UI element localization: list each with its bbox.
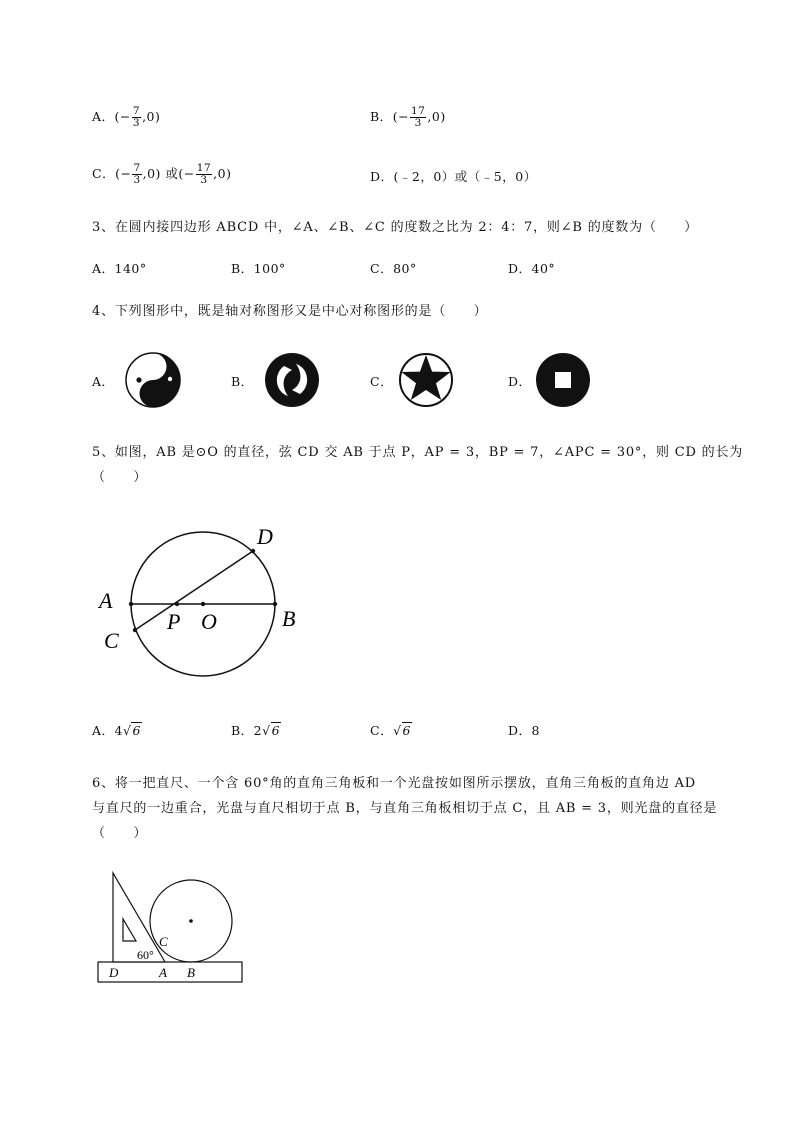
label-angle: 60° [137, 948, 154, 962]
option-text: (− [115, 166, 132, 181]
label-c: C [104, 628, 119, 653]
option-text: ,0) [427, 109, 446, 124]
denominator: 3 [132, 117, 141, 129]
radicand: 6 [402, 723, 411, 738]
q5-option-a[interactable]: A．4√6 [92, 723, 141, 738]
q4-option-d[interactable]: D． [508, 374, 532, 389]
yin-yang-icon [125, 352, 181, 408]
swirl-logo-icon [264, 352, 320, 408]
label-d: D [257, 524, 273, 549]
q3-stem: 3、在圆内接四边形 ABCD 中，∠A、∠B、∠C 的度数之比为 2：4：7，则∠B 的度数为（ ） [92, 220, 699, 235]
radicand: 6 [132, 723, 141, 738]
option-text: A．4 [92, 723, 123, 738]
q5-option-d[interactable]: D．8 [508, 723, 540, 738]
radicand: 6 [271, 723, 281, 738]
ruler [98, 962, 242, 982]
label-p: P [167, 609, 181, 634]
option-text: ,0) [213, 166, 232, 181]
numerator: 7 [132, 105, 141, 117]
coin-square-hole-icon [535, 352, 591, 408]
label-a: A [99, 588, 113, 613]
denominator: 3 [414, 117, 422, 129]
label-o: O [201, 609, 217, 634]
chord-cd [135, 551, 253, 630]
q4-option-b[interactable]: B． [231, 374, 254, 389]
option-text: ,0) 或(− [142, 166, 195, 181]
q4-stem: 4、下列图形中，既是轴对称图形又是中心对称图形的是（ ） [92, 304, 488, 319]
q2-option-b[interactable] [370, 106, 446, 129]
q6-stem-line2: 与直尺的一边重合，光盘与直尺相切于点 B，与直角三角板相切于点 C，且 AB = 3，则光盘的直径是 [92, 801, 718, 816]
label-c: C [159, 934, 168, 949]
q2-option-a[interactable] [92, 106, 160, 129]
fraction [410, 106, 426, 129]
q5-option-b[interactable]: B．2√6 [231, 723, 281, 738]
denominator: 3 [133, 174, 141, 186]
q6-stem-line3: （ ） [92, 826, 148, 841]
option-letter: B． [370, 109, 393, 124]
label-d: D [109, 965, 119, 980]
label-b: B [187, 965, 195, 980]
numerator: 17 [196, 162, 212, 174]
fraction [132, 163, 141, 186]
q3-option-a[interactable]: A．140° [92, 261, 147, 276]
q4-option-c[interactable]: C． [370, 374, 394, 389]
q5-option-c[interactable]: C．√6 [370, 723, 411, 738]
option-text: ,0) [142, 109, 161, 124]
option-letter: A． [92, 109, 115, 124]
q3-option-d[interactable]: D．40° [508, 261, 556, 276]
numerator: 7 [133, 162, 141, 174]
fraction [196, 163, 212, 186]
numerator: 17 [411, 105, 426, 117]
q6-stem-line1: 6、将一把直尺、一个含 60°角的直角三角板和一个光盘按如图所示摆放，直角三角板的直角边 AD [92, 776, 696, 791]
denominator: 3 [200, 174, 208, 186]
q3-option-b[interactable]: B．100° [231, 261, 286, 276]
q5-stem-line2: （ ） [92, 470, 148, 485]
label-b: B [282, 606, 296, 631]
q2-option-d[interactable]: D．(﹣2，0）或（﹣5，0） [370, 169, 537, 184]
q5-circle-figure [95, 520, 315, 700]
q3-option-c[interactable]: C．80° [370, 261, 417, 276]
q5-stem-line1: 5、如图，AB 是⊙O 的直径，弦 CD 交 AB 于点 P，AP = 3，BP = 7，∠APC = 30°，则 CD 的长为 [92, 445, 744, 460]
q6-ruler-triangle-disc-figure [95, 865, 250, 990]
option-text: (− [392, 109, 410, 124]
q4-option-a[interactable]: A． [92, 374, 115, 389]
option-text: B．2 [231, 723, 263, 738]
label-a: A [159, 965, 167, 980]
star-in-circle-icon [398, 352, 454, 408]
option-text: (− [114, 109, 131, 124]
option-text: C． [370, 723, 394, 738]
q2-option-c[interactable] [92, 163, 231, 186]
fraction [132, 106, 141, 129]
option-letter: C． [92, 166, 116, 181]
